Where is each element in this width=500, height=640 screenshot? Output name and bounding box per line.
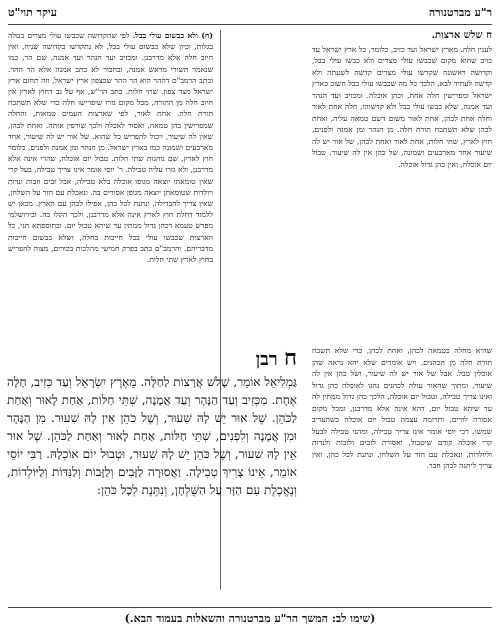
mishna-text-block [7,345,297,595]
bartenura-lead: ח שלש ארצות. [431,30,492,41]
tosafot-text: לפי שהקדושה שכבשו עולי מצרים בטלה בגלות, וכיון שלא כבשום עולי בבל, לא נתקדשו בקדושה שניה, ואין חיוב חלה אלא מדרבנן. ומכזיב ועד הנהר ועד אמנה, שם הר, כמו שנאמר תשורי מראש אמנה, ובחבור לא כתב אמנה אלא הר ההר. וכתב הרמב"ם דההר הוא הר ההר שבצפון ארץ ישראל, וזה תחום ארץ ישראל מצד צפון. שתי חלות. כתב הר"ש, אף על גב דחוץ לארץ אין חיוב חלה מן התורה, מכל מקום גזרו שיפרישו חלה כדי שלא תשתכח תורת חלה. אחת לאור, לפי שארצות העמים טמאות, והחלה שמפרישין בהן טמאה, ואסור לאכלה ולכך שורפין אותה. ואחת לכהן, שאין לה שיעור, ויכול להפריש כל שהוא. של אור יש לה שיעור, אחד מארבעים ושמונה כמו בארץ ישראל. מן הנהר ומן אמנה ולפנים, כלומר חוץ לארץ, שם נוהגות שתי חלות. טבול יום אוכלה, שהרי אינה אלא מדרבנן, ולא גזרו עליה טבילה. ר' יוסי אומר אינו צריך טבילה, בעל קרי שאין טומאתו יוצאה מגופו אוכלה בלא טבילה, אבל זבים וזבות ונדות ויולדות שטומאתן יוצאה מגופן אסורים בה. ונאכלת עם הזר על השלחן, שאין צריך להבדילה, ונתנת לכל כהן, אפילו לכהן עם הארץ. מכאן יש ללמוד דחלת חוץ לארץ אינה אלא מדרבנן, ולכך הקלו בה. ובירושלמי מפרש טעמא דכהן גדול ממתין עד שיהא טבול יום. ובתוספתא תני, כל הארצות שכבשו עולי בבל חייבות בחלה, ושלא כבשום חייבות מדבריהם. והרמב"ם כתב בפרק חמישי מהלכות בכורים, מצוה להפריש בחוץ לארץ שתי חלות. [8,31,213,265]
header-right-title: ר"ע מברטנורה [428,6,492,19]
mishna-section [7,345,492,595]
mishna-number: ח [283,345,297,371]
mishna-body: גַּמְלִיאֵל אוֹמֵר, שָׁלֹשׁ אֲרָצוֹת לַחַלָּה. מֵאֶרֶץ יִשְׂרָאֵל וְעַד כְּזִיב, חַלָּה אֶחָת. מִכְּזִיב וְעַד הַנָּהָר וְעַד אֲמָנָה, שְׁתֵּי חַלּוֹת, אַחַת לָאוּר וְאַחַת לַכֹּהֵן. שֶׁל אוּר יֵשׁ לָהּ שִׁעוּר, וְשֶׁל כֹּהֵן אֵין לָהּ שִׁעוּר. מִן הַנָּהָר וּמִן אֲמָנָה וְלִפְנִים, שְׁתֵּי חַלּוֹת, אַחַת לָאוּר וְאַחַת לַכֹּהֵן. שֶׁל אוּר אֵין לָהּ שִׁעוּר, וְשֶׁל כֹּהֵן יֵשׁ לָהּ שִׁעוּר, וּטְבוּל יוֹם אוֹכְלָהּ. רַבִּי יוֹסֵי אוֹמֵר, אֵינוֹ צָרִיךְ טְבִילָה. וַאֲסוּרָה לַזָּבִים וְלַזָּבוֹת וְלַנִּדּוֹת וְלַיּוֹלְדוֹת, וְנֶאֱכֶלֶת עִם הַזָּר עַל הַשֻּׁלְחָן, וְנִתֶּנֶת לְכָל כֹּהֵן: [7,375,297,497]
mishna-heading [7,345,297,371]
bartenura-cont-text: שהיא מחלה כטמאה לכהן, ואחת לכהן, כדי שלא תשכח תורת חלה מן הכהנים. ויש אומרים שלא יהא נראה שהן אוכלין טבל. אבל של אור יש לה שיעור, ושל כהן אין לה שיעור, ומתוך שהאור עולה לכהנים נהגו לאוכלה כהן גדול ואינו צריך טבילה, וטבול יום אוכלה, הלכך כהן גדול ממתין לה עד שיהא טבול יום, דהא אינה אלא מדרבנן, ומכל מקום אסורה לזרים, ותרומה עצמה טבול יום אוכלה כשהעריב שמשו. רבי יוסי אומר אינו צריך טבילה, ומהני טבילה לבעל קרי אוכלה קודם שיטבול, ואסורה לזבים ולזבות ולנדות וליולדות, ונאכלת עם הזר על השלחן, ונתנת לכל כהן, ואין צריך ליתנה לכהן חבר. [312,346,492,470]
tosafot-lead: (ח) ולא כבשום עולי בבל. [132,31,213,40]
bartenura-text: לענין חלה. מארץ ישראל ועד כזיב, כלומר, כל ארץ ישראל עד כזיב שהוא מקום שכבשו עולי מצרים ולא כבשו עולי בבל, וקדושה ראשונה שקדשו עולי מצרים קדשה לשעתה ולא קדשה לעתיד לבא, הלכך כל מה שכבשו עולי בבל חשוב כארץ ישראל ומפרישין חלה אחת, וכהן אוכלה. ומכזיב ועד הנהר ועד אמנה, שלא כבשו עולי בבל ולא קדשוהו, חלה אחת לאור וחלה אחת לכהן, אחת לאור משום דשם טמאה עליה, ואחת לכהן שלא תשתכח תורת חלה. מן הנהר ומן אמנה ולפנים, חוץ לארץ, שתי חלות, אחת לאור ואחת לכהן, של אור יש לה שיעור אחד מארבעים ושמונה, של כהן אין לה שיעור. טבול יום אוכלה, ואין כהן גדול אוכלה. [312,44,492,169]
bartenura-commentary [312,30,492,340]
header-left-title: עיקר תוי"ט [8,6,58,19]
bartenura-continuation [312,345,492,595]
page-footer-note: (שימו לב: המשך הר"ע מברטנורה והשאלות בעמוד הבא.) [8,607,492,634]
page-header [8,6,492,25]
mishna-heading-word: רבן [255,349,278,370]
